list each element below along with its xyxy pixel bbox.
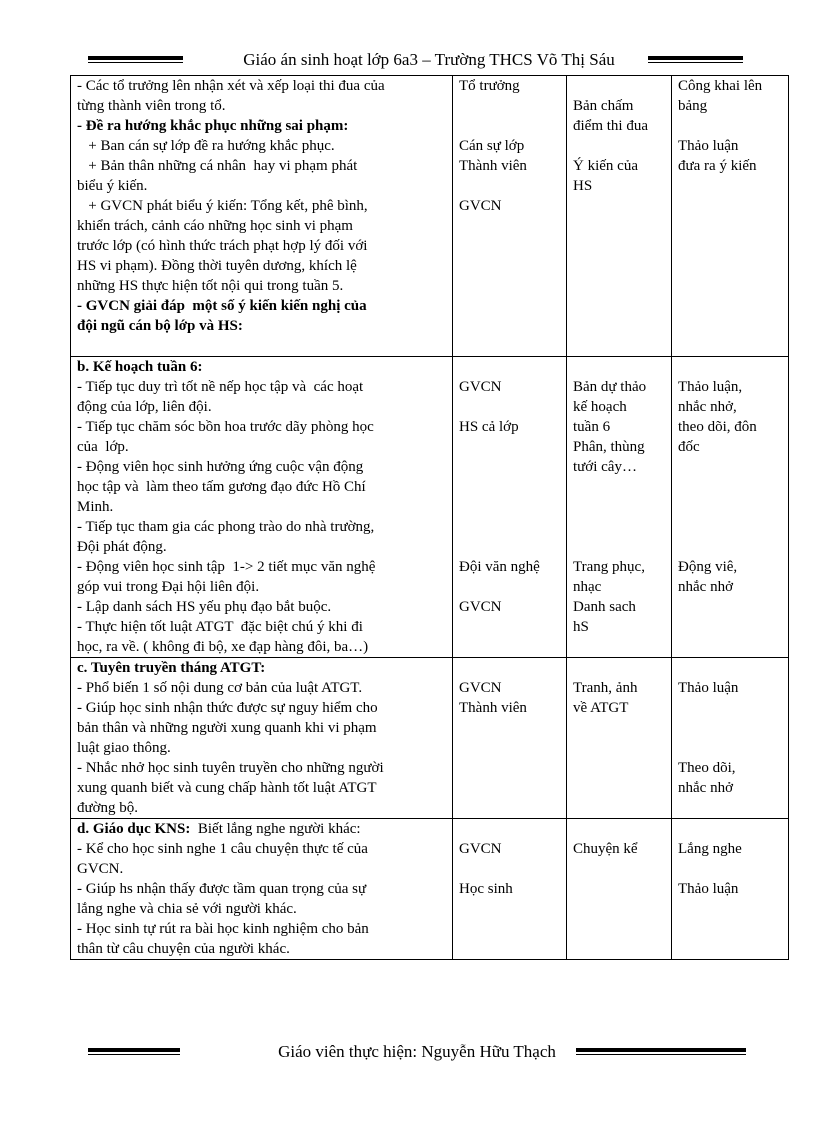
header-title: Giáo án sinh hoạt lớp 6a3 – Trường THCS Võ Thị Sáu (243, 50, 615, 69)
method-line (678, 537, 784, 557)
method-line (678, 477, 784, 497)
method-line: Lắng nghe (678, 841, 742, 857)
activity-line (77, 819, 448, 839)
activity-line: - GVCN giải đáp một số ý kiến kiến nghị của (77, 298, 367, 314)
method-cell (672, 819, 789, 960)
activity-line: đội ngũ cán bộ lớp và HS: (77, 318, 243, 334)
material-line: Trang phục, (573, 559, 645, 575)
responsible-line (459, 357, 562, 377)
responsible-line: Thành viên (459, 158, 527, 174)
activity-cell (71, 357, 453, 658)
material-line: tuần 6 (573, 419, 611, 435)
activity-line: - Các tổ trưởng lên nhận xét và xếp loại thi đua của (77, 78, 385, 94)
activity-line: trước lớp (có hình thức trách phạt hợp lý đối với (77, 238, 368, 254)
method-line: nhắc nhở (678, 579, 733, 595)
activity-line: - Tiếp tục tham gia các phong trào do nhà trường, (77, 519, 375, 535)
table-row (71, 76, 789, 357)
responsible-line: Tổ trưởng (459, 78, 520, 94)
method-line: đưa ra ý kiến (678, 158, 757, 174)
responsible-line: Đội văn nghệ (459, 559, 540, 575)
material-line (573, 537, 667, 557)
activity-line: - Giúp học sinh nhận thức được sự nguy hiểm cho (77, 700, 378, 716)
responsible-line: Cán sự lớp (459, 138, 525, 154)
activity-cell (71, 76, 453, 357)
page-header (70, 48, 788, 72)
material-line: điểm thi đua (573, 118, 648, 134)
responsible-line (459, 176, 562, 196)
activity-cell (71, 658, 453, 819)
activity-line: Minh. (77, 499, 114, 515)
method-line: đốc (678, 439, 700, 455)
material-cell (567, 819, 672, 960)
table-row (71, 357, 789, 658)
activity-line: từng thành viên trong tổ. (77, 98, 226, 114)
responsible-line: GVCN (459, 841, 502, 857)
method-line: theo dõi, đôn (678, 419, 757, 435)
responsible-line (459, 457, 562, 477)
activity-line: - Phổ biến 1 số nội dung cơ bản của luật ATGT. (77, 680, 363, 696)
activity-line: khiển trách, cảnh cáo những học sinh vi phạm (77, 218, 353, 234)
material-line: tưới cây… (573, 459, 637, 475)
material-line: kế hoạch (573, 399, 627, 415)
material-line (573, 136, 667, 156)
responsible-line: GVCN (459, 599, 502, 615)
activity-line: của lớp. (77, 439, 129, 455)
method-line (678, 357, 784, 377)
method-line (678, 738, 784, 758)
responsible-line (459, 577, 562, 597)
activity-cell (71, 819, 453, 960)
method-line: Thảo luận, (678, 379, 743, 395)
method-line (678, 457, 784, 477)
header-rule-right (648, 56, 743, 64)
responsible-line (459, 517, 562, 537)
activity-line: học, ra về. ( không đi bộ, xe đạp hàng đôi, ba…) (77, 639, 369, 655)
responsible-cell (453, 658, 567, 819)
lesson-plan-table (70, 75, 789, 960)
activity-line: c. Tuyên truyền tháng ATGT: (77, 660, 266, 676)
method-line: Động viê, (678, 559, 738, 575)
material-line (573, 76, 667, 96)
activity-line: - Đề ra hướng khắc phục những sai phạm: (77, 118, 349, 134)
page-footer (88, 1040, 746, 1064)
material-cell (567, 658, 672, 819)
activity-line: biểu ý kiến. (77, 178, 148, 194)
activity-line: đường bộ. (77, 800, 139, 816)
method-line (678, 497, 784, 517)
activity-line: những HS thực hiện tốt nội qui trong tuần 5. (77, 278, 344, 294)
responsible-cell (453, 819, 567, 960)
responsible-line: GVCN (459, 198, 502, 214)
section-subtitle: Biết lắng nghe người khác: (190, 821, 361, 837)
activity-line: - Kể cho học sinh nghe 1 câu chuyện thực tế của (77, 841, 368, 857)
method-line: bảng (678, 98, 708, 114)
responsible-cell (453, 357, 567, 658)
activity-line: - Tiếp tục duy trì tốt nề nếp học tập và các hoạt (77, 379, 364, 395)
footer-teacher: Giáo viên thực hiện: Nguyễn Hữu Thạch (278, 1042, 556, 1061)
responsible-line: Thành viên (459, 700, 527, 716)
method-line: nhắc nhở, (678, 399, 737, 415)
method-line (678, 517, 784, 537)
responsible-line: HS cả lớp (459, 419, 519, 435)
responsible-line (459, 859, 562, 879)
table-row (71, 658, 789, 819)
method-line: nhắc nhở (678, 780, 733, 796)
activity-line: thân từ câu chuyện của người khác. (77, 941, 290, 957)
activity-line: lắng nghe và chia sẻ với người khác. (77, 901, 297, 917)
activity-line: + Ban cán sự lớp đề ra hướng khắc phục. (77, 138, 335, 154)
method-cell (672, 76, 789, 357)
responsible-cell (453, 76, 567, 357)
method-line (678, 116, 784, 136)
activity-line: - Động viên học sinh tập 1-> 2 tiết mục văn nghệ (77, 559, 376, 575)
activity-line (77, 336, 448, 356)
material-line: HS (573, 178, 593, 194)
material-cell (567, 357, 672, 658)
responsible-line (459, 658, 562, 678)
method-line: Thảo luận (678, 881, 739, 897)
material-line: nhạc (573, 579, 602, 595)
activity-line: - Học sinh tự rút ra bài học kinh nghiệm cho bản (77, 921, 369, 937)
activity-line: luật giao thông. (77, 740, 171, 756)
section-heading: d. Giáo dục KNS: (77, 821, 191, 837)
responsible-line (459, 819, 562, 839)
responsible-line: GVCN (459, 379, 502, 395)
activity-line: Đội phát động. (77, 539, 167, 555)
activity-line: - Giúp hs nhận thấy được tầm quan trọng của sự (77, 881, 367, 897)
material-line: Bản dự thảo (573, 379, 647, 395)
responsible-line: Học sinh (459, 881, 513, 897)
activity-line: góp vui trong Đại hội liên đội. (77, 579, 260, 595)
activity-line: GVCN. (77, 861, 124, 877)
method-line: Thảo luận (678, 138, 739, 154)
material-line (573, 517, 667, 537)
activity-line: + Bản thân những cá nhân hay vi phạm phát (77, 158, 358, 174)
responsible-line (459, 477, 562, 497)
method-line (678, 718, 784, 738)
method-line (678, 698, 784, 718)
activity-line: - Lập danh sách HS yếu phụ đạo bắt buộc. (77, 599, 332, 615)
material-line (573, 819, 667, 839)
activity-line: - Nhắc nhở học sinh tuyên truyền cho những người (77, 760, 384, 776)
activity-line: b. Kế hoạch tuần 6: (77, 359, 203, 375)
activity-line: - Động viên học sinh hưởng ứng cuộc vận động (77, 459, 364, 475)
material-line: Phân, thùng (573, 439, 645, 455)
material-line: Ý kiến của (573, 158, 638, 174)
activity-line: bản thân và những người xung quanh khi vi phạm (77, 720, 377, 736)
activity-line: HS vi phạm). Đồng thời tuyên dương, khích lệ (77, 258, 357, 274)
method-line (678, 658, 784, 678)
responsible-line: GVCN (459, 680, 502, 696)
responsible-line (459, 397, 562, 417)
activity-line: + GVCN phát biểu ý kiến: Tổng kết, phê bình, (77, 198, 368, 214)
table-row (71, 819, 789, 960)
responsible-line (459, 116, 562, 136)
material-line: Tranh, ảnh (573, 680, 638, 696)
method-line (678, 819, 784, 839)
method-line: Thảo luận (678, 680, 739, 696)
method-line: Công khai lên (678, 78, 763, 94)
material-line (573, 658, 667, 678)
material-line: về ATGT (573, 700, 629, 716)
material-line (573, 477, 667, 497)
activity-line: học tập và làm theo tấm gương đạo đức Hồ Chí (77, 479, 366, 495)
activity-line: động của lớp, liên đội. (77, 399, 212, 415)
material-cell (567, 76, 672, 357)
responsible-line (459, 437, 562, 457)
responsible-line (459, 537, 562, 557)
material-line: Bản chấm (573, 98, 634, 114)
responsible-line (459, 497, 562, 517)
material-line (573, 497, 667, 517)
material-line: Danh sach (573, 599, 636, 615)
material-line (573, 357, 667, 377)
method-cell (672, 357, 789, 658)
material-line: hS (573, 619, 589, 635)
activity-line: xung quanh biết và cung chấp hành tốt luật ATGT (77, 780, 377, 796)
material-line: Chuyện kể (573, 841, 638, 857)
activity-line: - Tiếp tục chăm sóc bồn hoa trước dãy phòng học (77, 419, 374, 435)
activity-line: - Thực hiện tốt luật ATGT đặc biệt chú ý khi đi (77, 619, 363, 635)
method-cell (672, 658, 789, 819)
footer-rule-right (576, 1048, 746, 1056)
table-body (71, 76, 789, 960)
method-line: Theo dõi, (678, 760, 736, 776)
responsible-line (459, 96, 562, 116)
method-line (678, 859, 784, 879)
